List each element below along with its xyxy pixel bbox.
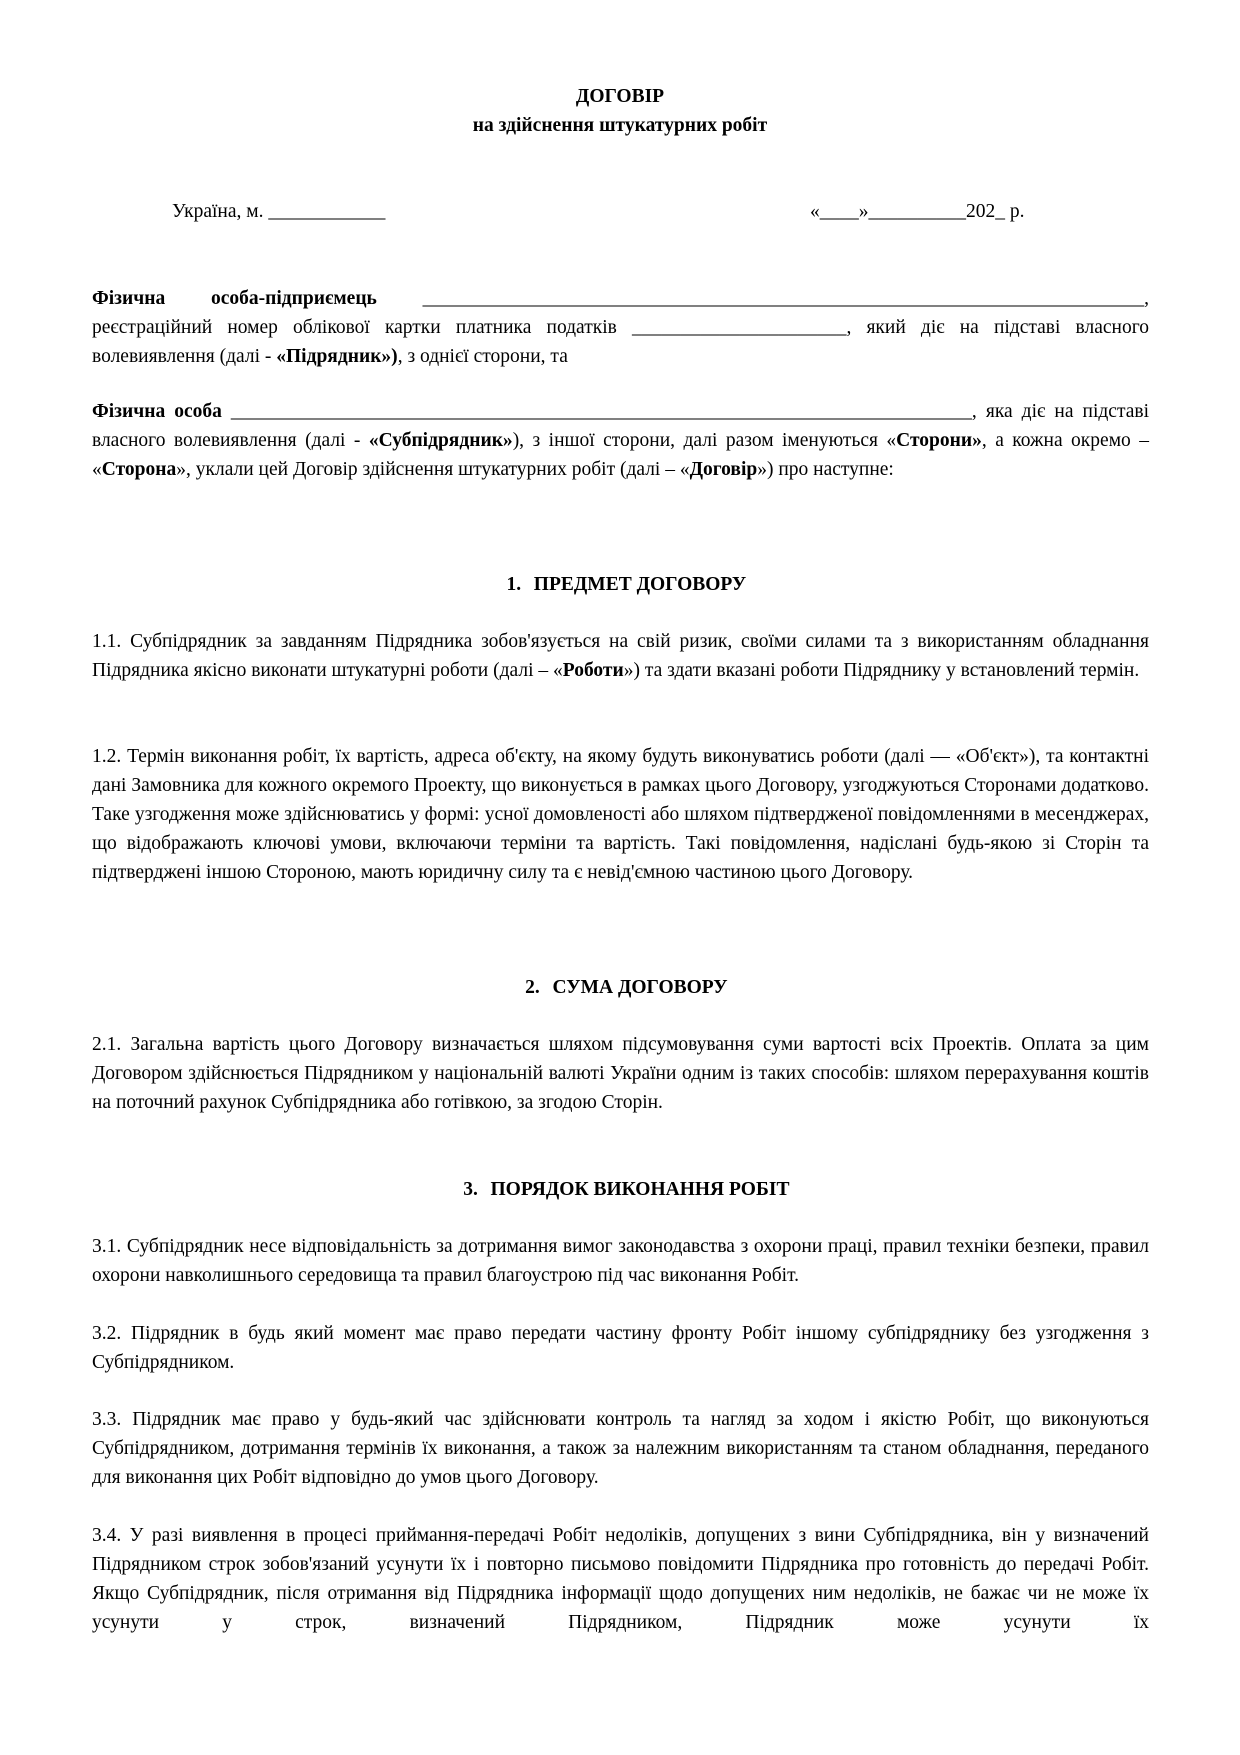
subcontractor-party-paragraph: [92, 397, 1149, 484]
clause-2-1: 2.1. Загальна вартість цього Договору визначається шляхом підсумовування суми вартості всіх Проектів. Оплата за цим Договором здійснюється Підрядником у національній валюті України одним із таких способів: шляхом перерахування коштів на поточний рахунок Субпідрядника або готівкою, за згодою Сторін.: [92, 1034, 1149, 1113]
clause-3-4: 3.4. У разі виявлення в процесі приймання-передачі Робіт недоліків, допущених з вини Субпідрядника, він у визначений Підрядником строк зобов'язаний усунути їх і повторно письмово повідомити Підрядника про готовність до передачі Робіт. Якщо Субпідрядник, після отримання від Підрядника інформації щодо допущених ним недоліків, не бажає чи не може їх усунути у строк, визначений Підрядником, Підрядник може усунути їх: [92, 1525, 1149, 1633]
clause-text: ») та здати вказані роботи Підряднику у встановлений термін.: [623, 660, 1140, 681]
section-heading-2: [0, 973, 1240, 1002]
parties-term: Сторони»: [896, 430, 982, 451]
section-heading-1: [0, 570, 1240, 599]
subcontractor-name-blank: ____________________________________________________________________________,: [221, 401, 977, 422]
contractor-role: «Підрядник»): [276, 346, 398, 367]
section-number: 2.: [525, 977, 540, 998]
section-title: ПРЕДМЕТ ДОГОВОРУ: [533, 574, 747, 595]
clause-3-3: 3.3. Підрядник має право у будь-який час здійснювати контроль та нагляд за ходом і якістю Робіт, що виконуються Субпідрядником, дотримання термінів їх виконання, а також за належним використанням та станом обладнання, переданого для виконання цих Робіт відповідно до умов цього Договору.: [92, 1409, 1149, 1488]
clause-1-2: 1.2. Термін виконання робіт, їх вартість, адреса об'єкту, на якому будуть виконуватись роботи (далі — «Об'єкт»), та контактні дані Замовника для кожного окремого Проекту, що виконується в рамках цього Договору, узгоджуються Сторонами додатково. Таке узгодження може здійснюватись у формі: усної домовленості або шляхом підтвердженої повідомленнями в месенджерах, що відображають ключові умови, включаючи терміни та вартість. Такі повідомлення, надіслані будь-якою зі Сторін та підтверджені іншою Стороною, мають юридичну силу та є невід'ємною частиною цього Договору.: [92, 746, 1149, 883]
section-number: 1.: [506, 574, 522, 595]
party-term: Сторона: [101, 459, 177, 480]
subcontractor-text-5: ») про наступне:: [757, 459, 894, 480]
clause-text: 1.1. Субпідрядник за завданням Підрядника зобов'язується на свій ризик, своїми силами та з використанням обладнання Підрядника якісно виконати штукатурні роботи (далі – «: [92, 631, 1149, 681]
works-term: Роботи: [562, 660, 624, 681]
subcontractor-lead: Фізична особа: [92, 401, 222, 422]
contract-date: «____»__________202_ р.: [810, 201, 1025, 222]
contract-term: Договір: [689, 459, 758, 480]
subcontractor-role: «Субпідрядник»: [368, 430, 513, 451]
contract-place: Україна, м. ____________: [172, 201, 386, 222]
section-title: ПОРЯДОК ВИКОНАННЯ РОБІТ: [490, 1179, 790, 1200]
document-title: ДОГОВІР: [575, 86, 665, 107]
subcontractor-text-3: , а кожна окремо – «: [92, 430, 1149, 480]
contractor-party-paragraph: [92, 284, 1149, 371]
subcontractor-text-1: яка діє на підставі власного волевиявлення (далі -: [92, 401, 1149, 451]
contractor-name-blank: __________________________________________________________________________,: [376, 288, 1149, 309]
subcontractor-text-4: », уклали цей Договір здійснення штукатурних робіт (далі – «: [176, 459, 690, 480]
section-heading-3: [0, 1175, 1240, 1204]
contractor-details: реєстраційний номер облікової картки платника податків ______________________, який діє на підставі власного волевиявлення (далі -: [92, 317, 1149, 367]
clause-1-1: [92, 627, 1149, 685]
contractor-tail: , з однієї сторони, та: [397, 346, 568, 367]
subcontractor-text-2: ), з іншої сторони, далі разом іменуються «: [512, 430, 897, 451]
section-number: 3.: [463, 1179, 478, 1200]
clause-3-1: 3.1. Субпідрядник несе відповідальність за дотримання вимог законодавства з охорони праці, правил техніки безпеки, правил охорони навколишнього середовища та правил благоустрою під час виконання Робіт.: [92, 1236, 1149, 1286]
contractor-lead: Фізична особа-підприємець: [92, 288, 377, 309]
document-subtitle: на здійснення штукатурних робіт: [472, 115, 768, 136]
section-title: СУМА ДОГОВОРУ: [552, 977, 728, 998]
clause-3-2: 3.2. Підрядник в будь який момент має право передати частину фронту Робіт іншому субпідряднику без узгодження з Субпідрядником.: [92, 1323, 1149, 1373]
